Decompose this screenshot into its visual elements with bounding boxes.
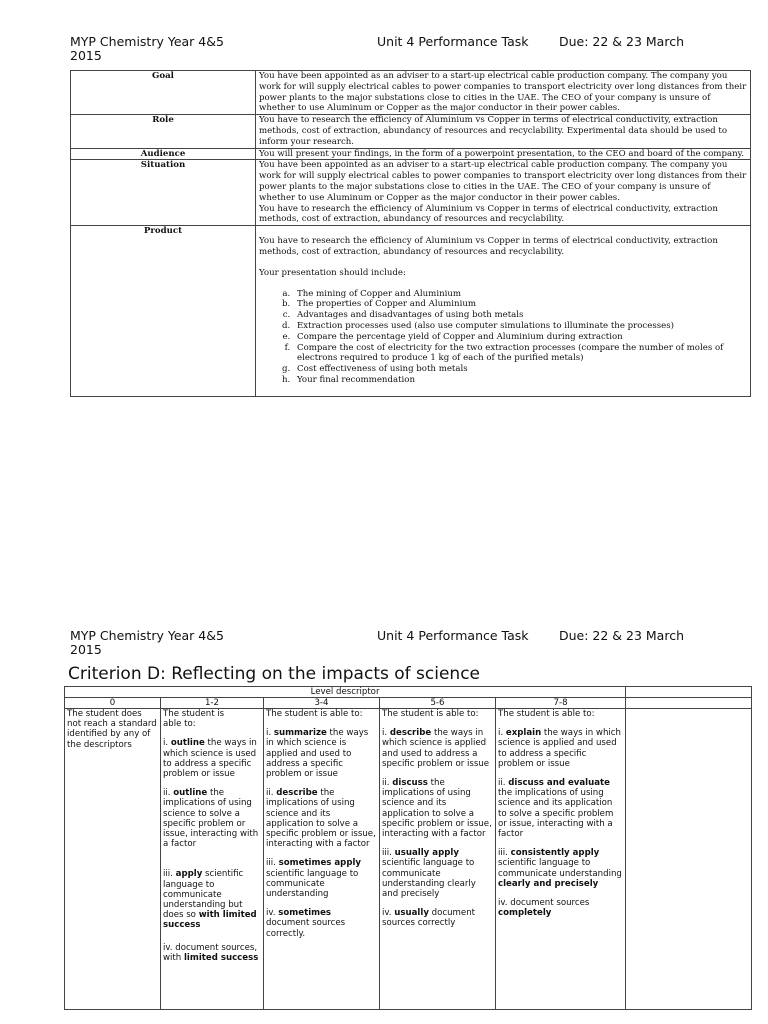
item-prefix: iii.	[498, 848, 511, 859]
audience-row	[71, 148, 751, 160]
course-title: MYP Chemistry Year 4&5	[70, 34, 224, 49]
descriptor-item	[382, 728, 493, 769]
item-text: the ways in which science is applied and used to address a specific problem or issue	[266, 728, 369, 780]
item-text: scientific language to communicate understanding but does so	[163, 869, 244, 921]
item-prefix: iii.	[163, 869, 176, 880]
role-label: Role	[71, 115, 256, 148]
list-item: e. Compare the percentage yield of Copper and Aluminium during extraction	[293, 332, 747, 343]
rubric-table	[64, 686, 752, 1010]
item-keyword: summarize	[273, 728, 327, 739]
item-text: the implications of using science and its application to solve a specific problem or issue, interacting with a factor	[266, 788, 376, 850]
item-keyword: discuss and evaluate	[508, 778, 610, 789]
descriptor-item	[163, 788, 261, 849]
situation-cell	[256, 160, 751, 226]
item-keyword: clearly and precisely	[498, 878, 599, 889]
descriptor-intro: The student is able to:	[266, 709, 363, 719]
blank-cell	[626, 709, 752, 1010]
criterion-title: Criterion D: Reflecting on the impacts of science	[68, 664, 481, 684]
item-text: the ways in which science is used to address a specific problem or issue	[163, 738, 257, 780]
audience-label: Audience	[71, 148, 256, 160]
list-item: d. Extraction processes used (also use computer simulations to illuminate the processes)	[293, 321, 747, 332]
item-text: iv. document sources	[498, 898, 590, 909]
item-keyword: sometimes apply	[278, 858, 362, 869]
due-date: Due: 22 & 23 March	[559, 628, 685, 643]
blank-cell	[626, 687, 752, 698]
descriptor-item	[266, 908, 377, 939]
level-3-4: 3-4	[264, 698, 380, 709]
descriptor-intro: The student is able to:	[498, 709, 595, 719]
situation-text-2: You have to research the efficiency of Aluminium vs Copper in terms of electrical conductivity, extraction methods, cost of extraction, abundancy of resources and recyclability.	[259, 203, 718, 225]
descriptor-item	[498, 898, 623, 918]
item-text: scientific language to communicate understanding clearly and precisely	[382, 858, 476, 900]
situation-text: You have been appointed as an adviser to a start-up electrical cable production company. The company you work for will supply electrical cables to power companies to transport electricity over long distances from their power plants to the major substations close to cities in the UAE. The CEO of your company is unsure of whether to use Aluminum or Copper as the major conductor in their power cables.	[259, 160, 747, 203]
descriptor-7-8	[496, 709, 626, 1010]
product-cell	[256, 226, 751, 397]
item-keyword: sometimes	[278, 908, 332, 919]
item-prefix: i.	[382, 728, 390, 739]
blank-cell	[626, 698, 752, 709]
rubric-body-row	[65, 709, 752, 1010]
item-prefix: i.	[163, 738, 171, 749]
product-intro: Your presentation should include:	[259, 267, 406, 278]
item-keyword: completely	[498, 908, 552, 919]
goal-row	[71, 71, 751, 115]
descriptor-3-4	[264, 709, 380, 1010]
item-text: document sources correctly.	[266, 918, 346, 939]
item-keyword: usually apply	[394, 848, 459, 859]
product-text: You have to research the efficiency of Aluminium vs Copper in terms of electrical conductivity, extraction methods, cost of extraction, abundancy of resources and recyclability.	[259, 236, 718, 257]
descriptor-text: The student does not reach a standard identified by any of the descriptors	[67, 709, 157, 750]
descriptor-item	[266, 858, 377, 899]
level-5-6: 5-6	[380, 698, 496, 709]
item-keyword: explain	[505, 728, 542, 739]
item-prefix: ii.	[266, 788, 277, 799]
item-prefix: ii.	[163, 788, 174, 799]
product-label: Product	[71, 226, 256, 397]
rubric-header-row	[65, 687, 752, 698]
descriptor-item	[382, 778, 493, 839]
level-descriptor-header: Level descriptor	[65, 687, 626, 698]
item-prefix: i.	[266, 728, 274, 739]
descriptor-item	[498, 848, 623, 889]
item-keyword: discuss	[392, 778, 428, 789]
item-text: the ways in which science is applied and used to address a specific problem or issue	[382, 728, 490, 769]
product-row	[71, 226, 751, 397]
list-item: b. The properties of Copper and Aluminium	[293, 299, 747, 310]
item-text: iv. document sources, with	[163, 942, 258, 963]
situation-row	[71, 160, 751, 226]
due-date: Due: 22 & 23 March	[559, 34, 685, 49]
descriptor-item	[382, 908, 493, 928]
descriptor-intro: The student is able to:	[163, 709, 225, 730]
task-title: Unit 4 Performance Task	[377, 34, 529, 49]
descriptor-1-2	[161, 709, 264, 1010]
descriptor-item	[266, 788, 377, 849]
audience-text: You will present your findings, in the form of a powerpoint presentation, to the CEO and board of the company.	[256, 148, 751, 160]
list-item: g. Cost effectiveness of using both metals	[293, 364, 747, 375]
descriptor-item	[163, 943, 261, 963]
item-keyword: usually	[394, 908, 429, 919]
year: 2015	[70, 642, 102, 657]
descriptor-item	[163, 869, 261, 930]
item-prefix: iv.	[382, 908, 395, 919]
item-text: the implications of using science to solve a specific problem or issue, interacting with a factor	[163, 788, 259, 850]
item-keyword: apply	[175, 869, 203, 880]
year: 2015	[70, 48, 102, 63]
item-prefix: ii.	[498, 778, 509, 789]
level-0: 0	[65, 698, 161, 709]
list-item: a. The mining of Copper and Aluminium	[293, 289, 747, 300]
goal-label: Goal	[71, 71, 256, 115]
course-title: MYP Chemistry Year 4&5	[70, 628, 224, 643]
grasps-table	[70, 70, 751, 397]
list-item: f. Compare the cost of electricity for the two extraction processes (compare the number of moles of electrons required to produce 1 kg of each of the purified metals)	[293, 343, 747, 365]
item-text: scientific language to communicate understanding	[498, 858, 622, 879]
level-1-2: 1-2	[161, 698, 264, 709]
role-text: You have to research the efficiency of Aluminium vs Copper in terms of electrical conductivity, extraction methods, cost of extraction, abundancy of resources and recyclability. Experimental data should be used to inform your research.	[256, 115, 751, 148]
item-prefix: iv.	[266, 908, 279, 919]
item-text: the implications of using science and its application to solve a specific problem or issue, interacting with a factor	[498, 788, 614, 840]
item-prefix: iii.	[266, 858, 279, 869]
item-text: the ways in which science is applied and used to address a specific problem or issue	[498, 728, 621, 769]
item-keyword: with limited success	[163, 910, 257, 931]
item-prefix: iii.	[382, 848, 395, 859]
product-list	[259, 289, 747, 386]
item-keyword: consistently apply	[510, 848, 600, 859]
item-keyword: outline	[170, 738, 205, 749]
item-keyword: describe	[276, 788, 318, 799]
item-text: the implications of using science and its application to solve a specific problem or issue, interacting with a factor	[382, 778, 492, 840]
item-text: document sources correctly	[382, 908, 476, 929]
list-item: c. Advantages and disadvantages of using both metals	[293, 310, 747, 321]
item-keyword: describe	[389, 728, 432, 739]
list-item: h. Your final recommendation	[293, 375, 747, 386]
role-row	[71, 115, 751, 148]
descriptor-item	[498, 728, 623, 769]
descriptor-item	[382, 848, 493, 899]
item-keyword: outline	[173, 788, 208, 799]
item-keyword: limited success	[183, 952, 259, 963]
descriptor-intro: The student is able to:	[382, 709, 479, 719]
descriptor-5-6	[380, 709, 496, 1010]
situation-label: Situation	[71, 160, 256, 226]
descriptor-0	[65, 709, 161, 1010]
descriptor-item	[163, 738, 261, 779]
level-7-8: 7-8	[496, 698, 626, 709]
item-text: scientific language to communicate understanding	[266, 868, 359, 900]
rubric-levels-row	[65, 698, 752, 709]
item-prefix: i.	[498, 728, 506, 739]
descriptor-item	[498, 778, 623, 839]
item-prefix: ii.	[382, 778, 393, 789]
goal-text: You have been appointed as an adviser to a start-up electrical cable production company. The company you work for will supply electrical cables to power companies to transport electricity over long distances from their power plants to the major substations close to cities in the UAE. The CEO of your company is unsure of whether to use Aluminum or Copper as the major conductor in their power cables.	[256, 71, 751, 115]
task-title: Unit 4 Performance Task	[377, 628, 529, 643]
descriptor-item	[266, 728, 377, 779]
